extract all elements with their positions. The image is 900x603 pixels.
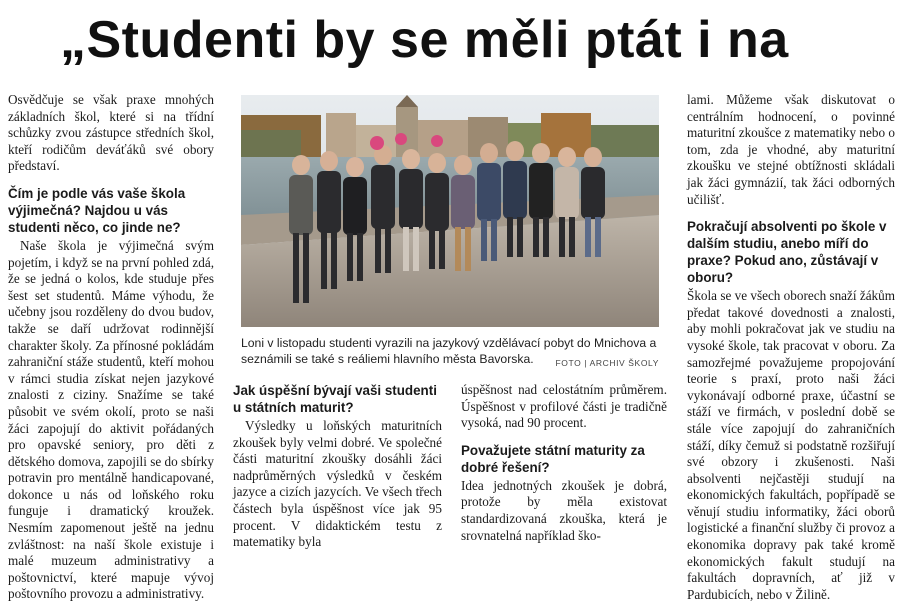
group-photo [241, 95, 659, 327]
column-2a [233, 382, 442, 551]
answer-uniqueness: Naše škola je výjimečná svým pojetím, i když se na první pohled zdá, že se jedná o kolos, kde studuje přes šest set studentů. Máme výhodu, že učebny jsou rozděleny do dvou budov, takže se daří udržovat rodinnější charakter školy. Za přínosné pokládám zahraniční stáže studentů, kteří mohou v rámci studia získat nejen jazykové znalosti z ciziny. Snažíme se také působit ve svém okolí, proto se naši žáci zapojují do aktivit pořádaných pro opavské seniory, pro děti z dětského domova, zapojili se do sbírky potravin pro mentálně handicapované, dokonce u nás od loňského roku funguje i dramatický kroužek. Nesmím zapomenout ještě na jednu zvláštnost: na naší škole existuje i malé muzeum administrativy a poštovnictví, které mapuje vývoj poštovního provozu a administrativy. [8, 237, 214, 602]
caption-text: Loni v listopadu studenti vyrazili na jazykový vzdělávací pobyt do Mnichova a seznámili se také s reáliemi hlavního města Bavorska. [241, 336, 657, 366]
answer-state-maturity-cont: lami. Můžeme však diskutovat o centrálním hodnocení, o povinné maturitní zkoušce z matematiky nebo o tom, zda je vhodné, aby maturitní zkoušku ve stejné obtížnosti skládali jak žáci gymnázií, tak žáci odborných učilišť. [687, 92, 895, 207]
question-uniqueness: Čím je podle vás vaše škola výjimečná? Najdou u vás studenti něco, co jinde ne? [8, 185, 186, 235]
answer-graduates: Škola se ve všech oborech snaží žákům předat takové dovednosti a znalosti, aby mohli pokračovat jak ve studiu na vysoké škole, tak pracovat v oboru. Za samozřejmé považujeme propojování teorie s praxí, proto naši žáci vykonávají odborné praxe, účastní se stáží ve firmách, v poslední době se stále více zapojují do zahraničních stáží, díky čemuž si podstatně rozšiřují své obzory i zkušenosti. Naši absolventi nejčastěji studují na ekonomických fakultách, popřípadě se věnují studiu informatiky, žáci oborů logistické a finanční služby či provoz a ekonomika dopravy pak také kromě ekonomických fakult studují na fakultách dopravních, ať již v Pardubicích, nebo v Žilině. [687, 288, 895, 602]
intro-paragraph: Osvědčuje se však praxe mnohých základních škol, které si na třídní schůzky zvou zástupce středních škol, kteří rodičům deváťáků své obory představí. [8, 92, 214, 174]
question-maturity-results: Jak úspěšní bývají vaši studenti u státních maturit? [233, 383, 437, 415]
answer-maturity-results: Výsledky u loňských maturitních zkoušek byly velmi dobré. Ve společné části maturitní zkoušky dosáhli žáci nadprůměrných výsledků v českém jazyce a cizích jazycích. Ve všech třech částech byla úspěšnost více jak 95 procent. V didaktickém testu z matematiky byla [233, 418, 442, 550]
column-2b [461, 382, 667, 544]
photo-credit: FOTO | ARCHIV ŠKOLY [555, 358, 659, 368]
question-state-maturity: Považujete státní maturity za dobré řešení? [461, 442, 645, 475]
photo-caption [241, 335, 659, 371]
question-graduates: Pokračují absolventi po škole v dalším studiu, anebo míří do praxe? Pokud ano, zůstávají v oboru? [687, 219, 887, 286]
answer-maturity-results-cont: úspěšnost nad celostátním průměrem. Úspěšnost v profilové části je tradičně vysoká, nad 90 procent. [461, 382, 667, 431]
article-headline: „Studenti by se měli ptát i na [60, 11, 789, 69]
answer-state-maturity: Idea jednotných zkoušek je dobrá, protože by měla existovat standardizovaná zkouška, která je srovnatelná například ško- [461, 477, 667, 543]
column-3 [687, 92, 895, 603]
photo-illustration [241, 95, 659, 327]
column-1 [8, 92, 214, 603]
